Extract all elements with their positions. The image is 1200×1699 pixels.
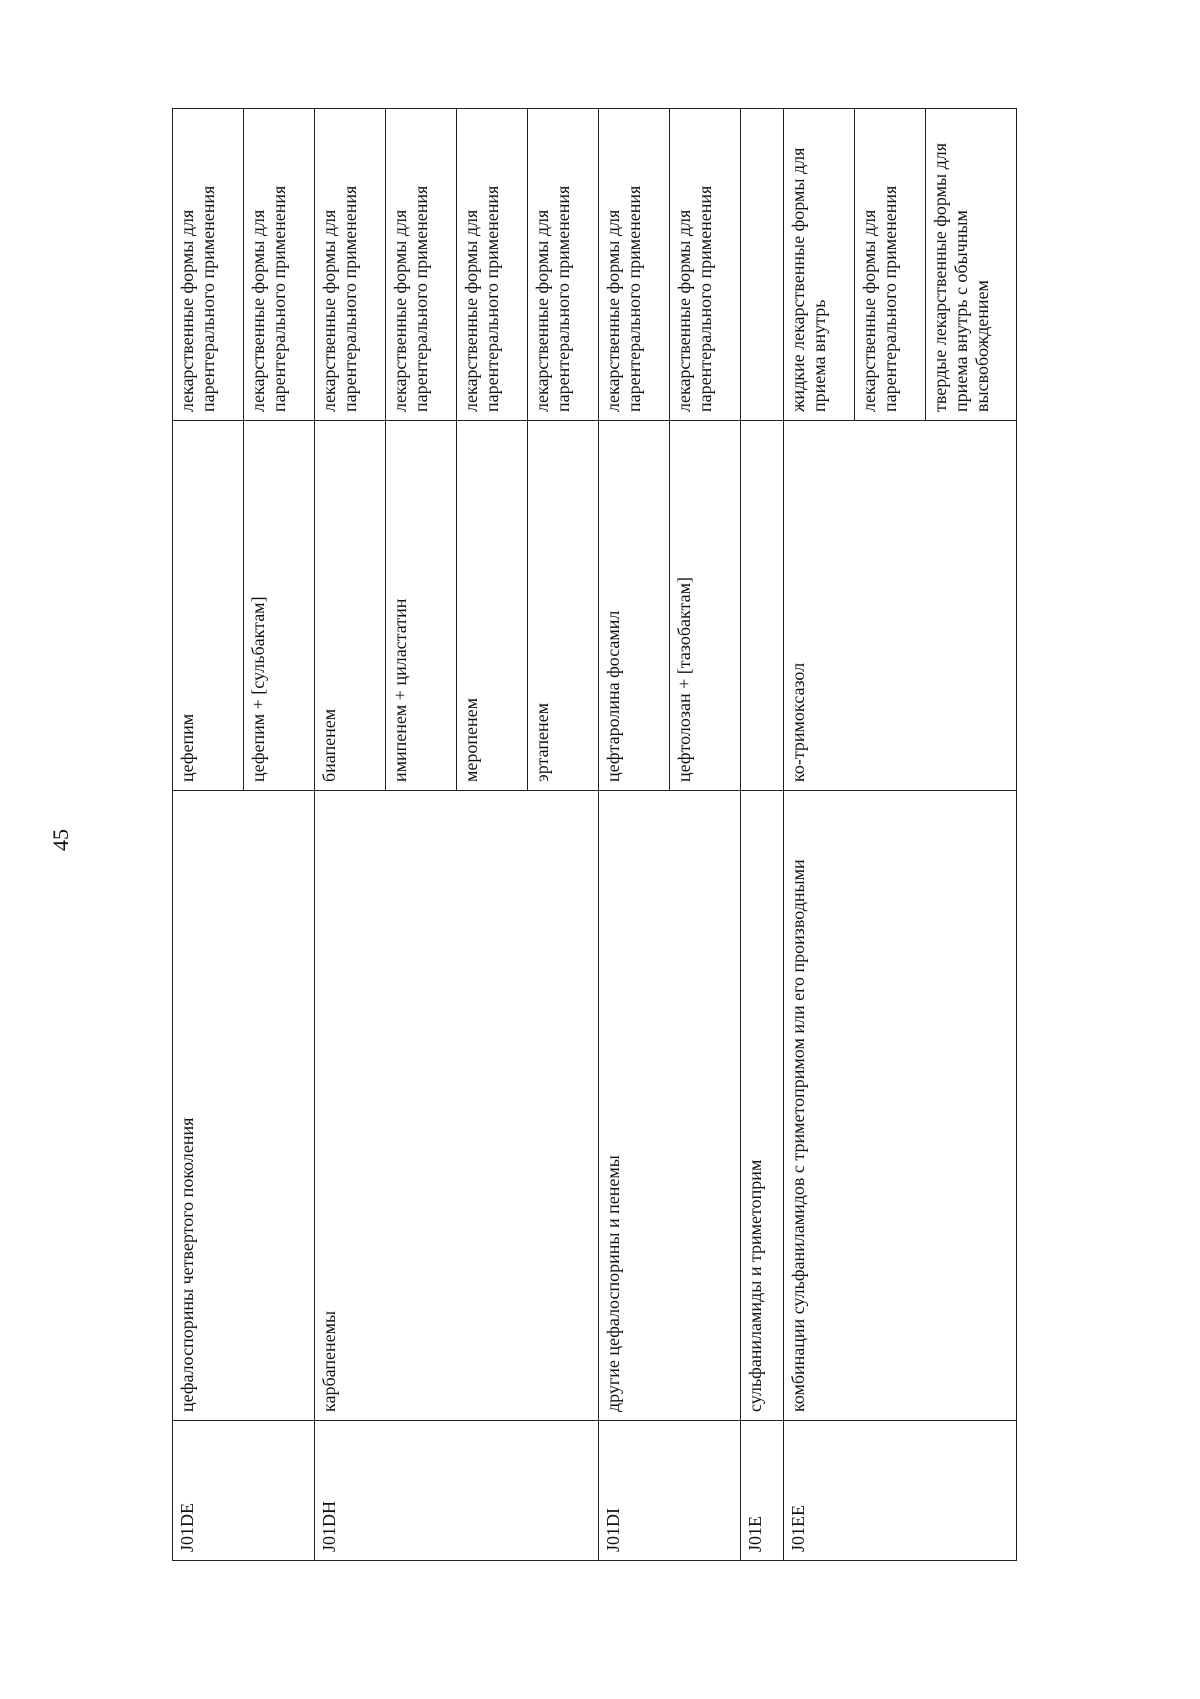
- page-number: 45: [48, 829, 73, 851]
- dosage-form-cell: лекарственные формы для парентерального применения: [173, 109, 244, 421]
- group-name-cell: сульфаниламиды и триметоприм: [741, 791, 784, 1421]
- table-row: [599, 109, 670, 1561]
- atc-code-cell: J01DI: [599, 1421, 741, 1561]
- drug-name-cell: биапенем: [315, 421, 386, 791]
- dosage-form-cell: лекарственные формы для парентерального применения: [528, 109, 599, 421]
- drug-name-cell: цефепим + [сульбактам]: [244, 421, 315, 791]
- dosage-form-cell: лекарственные формы для парентерального применения: [855, 109, 926, 421]
- drug-table-container: [172, 109, 1108, 1561]
- atc-code-cell: J01DH: [315, 1421, 599, 1561]
- group-name-cell: комбинации сульфаниламидов с триметопримом или его производными: [784, 791, 1017, 1421]
- dosage-form-cell: лекарственные формы для парентерального применения: [386, 109, 457, 421]
- group-name-cell: карбапенемы: [315, 791, 599, 1421]
- dosage-form-cell: лекарственные формы для парентерального применения: [315, 109, 386, 421]
- drug-name-cell: меропенем: [457, 421, 528, 791]
- atc-code-cell: J01EE: [784, 1421, 1017, 1561]
- dosage-form-cell: лекарственные формы для парентерального применения: [244, 109, 315, 421]
- group-name-cell: другие цефалоспорины и пенемы: [599, 791, 741, 1421]
- drug-name-cell: [741, 421, 784, 791]
- table-row: [741, 109, 784, 1561]
- dosage-form-cell: лекарственные формы для парентерального применения: [599, 109, 670, 421]
- dosage-form-cell: лекарственные формы для парентерального применения: [670, 109, 741, 421]
- drug-name-cell: эртапенем: [528, 421, 599, 791]
- drug-name-cell: ко-тримоксазол: [784, 421, 1017, 791]
- atc-code-cell: J01DE: [173, 1421, 315, 1561]
- table-row: [784, 109, 855, 1561]
- dosage-form-cell: твердые лекарственные формы для приема внутрь с обычным высвобождением: [926, 109, 1017, 421]
- atc-code-cell: J01E: [741, 1421, 784, 1561]
- dosage-form-cell: лекарственные формы для парентерального применения: [457, 109, 528, 421]
- table-row: [173, 109, 244, 1561]
- dosage-form-cell: жидкие лекарственные формы для приема внутрь: [784, 109, 855, 421]
- drug-classification-table: [172, 108, 1017, 1561]
- drug-name-cell: цефепим: [173, 421, 244, 791]
- dosage-form-cell: [741, 109, 784, 421]
- group-name-cell: цефалоспорины четвертого поколения: [173, 791, 315, 1421]
- drug-name-cell: имипенем + циластатин: [386, 421, 457, 791]
- drug-name-cell: цефтаролина фосамил: [599, 421, 670, 791]
- table-row: [315, 109, 386, 1561]
- drug-name-cell: цефтолозан + [тазобактам]: [670, 421, 741, 791]
